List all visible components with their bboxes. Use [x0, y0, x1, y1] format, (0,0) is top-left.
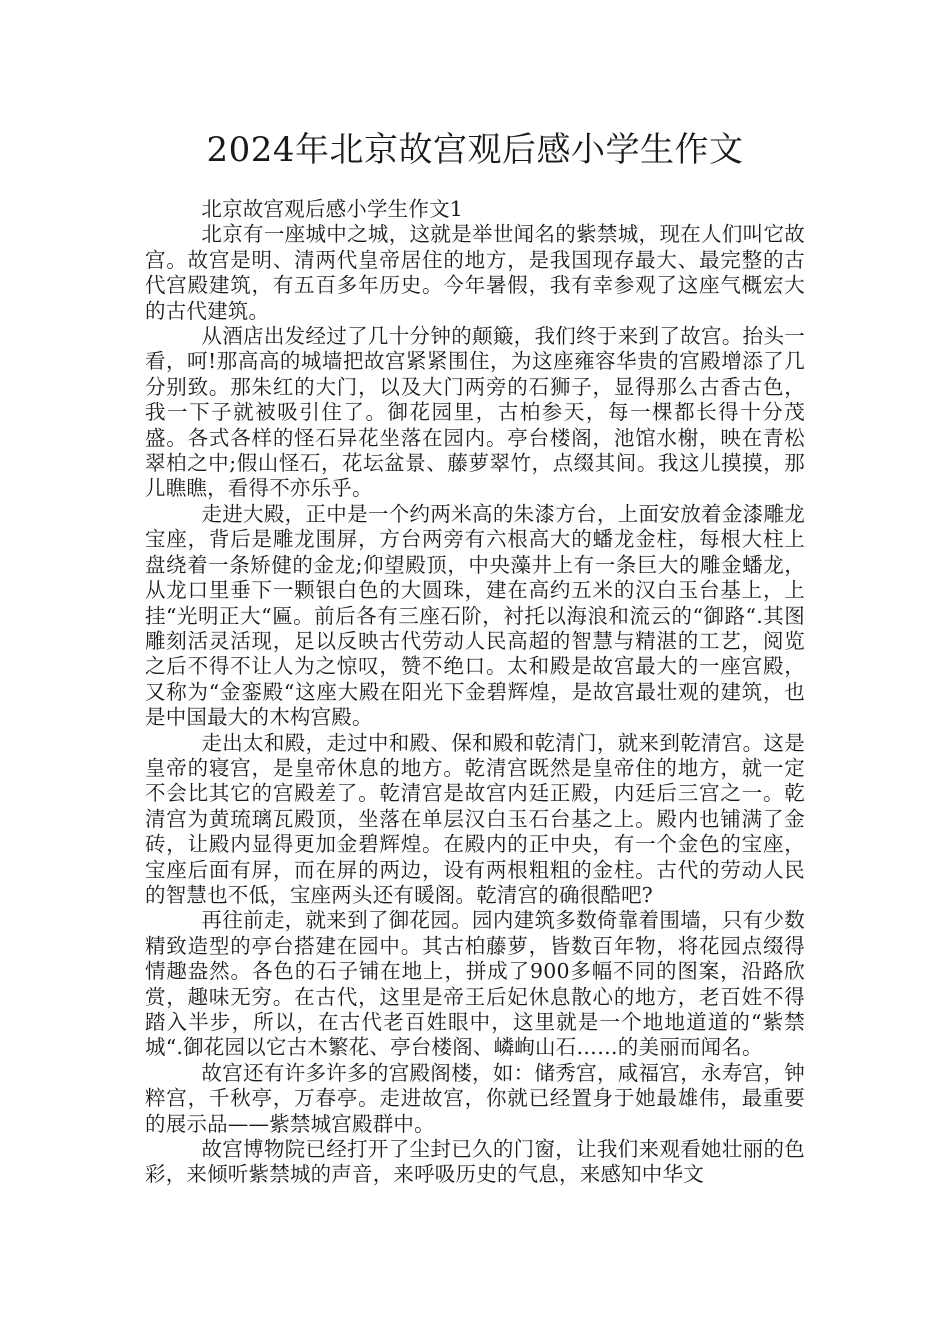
section-heading: 北京故宫观后感小学生作文1 — [201, 197, 464, 221]
document-title: 2024年北京故宫观后感小学生作文 — [206, 130, 744, 170]
paragraph: 从酒店出发经过了几十分钟的颠簸，我们终于来到了故宫。抬头一看，呵!那高高的城墙把故宫紧紧围住，为这座雍容华贵的宫殿增添了几分别致。那朱红的大门，以及大门两旁的石狮子，显得那么古香古色，我一下子就被吸引住了。御花园里，古柏参天，每一棵都长得十分茂盛。各式各样的怪石异花坐落在园内。亭台楼阁，池馆水榭，映在青松翠柏之中;假山怪石，花坛盆景、藤萝翠竹，点缀其间。我这儿摸摸，那儿瞧瞧，看得不亦乐乎。 — [145, 324, 805, 501]
paragraph: 故宫博物院已经打开了尘封已久的门窗，让我们来观看她壮丽的色彩，来倾听紫禁城的声音，来呼吸历史的气息，来感知中华文 — [145, 1137, 805, 1187]
document-body — [145, 197, 805, 1188]
paragraph: 故宫还有许多许多的宫殿阁楼，如：储秀宫，咸福宫，永寿宫，钟粹宫，千秋亭，万春亭。走进故宫，你就已经置身于她最雄伟，最重要的展示品——紫禁城宫殿群中。 — [145, 1060, 805, 1136]
paragraph: 走出太和殿，走过中和殿、保和殿和乾清门，就来到乾清宫。这是皇帝的寝宫，是皇帝休息的地方。乾清宫既然是皇帝住的地方，就一定不会比其它的宫殿差了。乾清宫是故宫内廷正殿，内廷后三宫之一。乾清宫为黄琉璃瓦殿顶，坐落在单层汉白玉石台基之上。殿内也铺满了金砖，让殿内显得更加金碧辉煌。在殿内的正中央，有一个金色的宝座，宝座后面有屏，而在屏的两边，设有两根粗粗的金柱。古代的劳动人民的智慧也不低，宝座两头还有暖阁。乾清宫的确很酷吧? — [145, 730, 805, 907]
paragraph: 走进大殿，正中是一个约两米高的朱漆方台，上面安放着金漆雕龙宝座，背后是雕龙围屏，方台两旁有六根高大的蟠龙金柱，每根大柱上盘绕着一条矫健的金龙;仰望殿顶，中央藻井上有一条巨大的雕金蟠龙，从龙口里垂下一颗银白色的大圆珠，建在高约五米的汉白玉台基上，上挂“光明正大“匾。前后各有三座石阶，衬托以海浪和流云的“御路“.其图雕刻活灵活现，足以反映古代劳动人民高超的智慧与精湛的工艺，阅览之后不得不让人为之惊叹，赞不绝口。太和殿是故宫最大的一座宫殿，又称为“金銮殿“这座大殿在阳光下金碧辉煌，是故宫最壮观的建筑，也是中国最大的木构宫殿。 — [145, 501, 805, 730]
paragraph: 再往前走，就来到了御花园。园内建筑多数倚靠着围墙，只有少数精致造型的亭台搭建在园中。其古柏藤萝，皆数百年物，将花园点缀得情趣盎然。各色的石子铺在地上，拼成了900多幅不同的图案，沿路欣赏，趣味无穷。在古代，这里是帝王后妃休息散心的地方，老百姓不得踏入半步，所以，在古代老百姓眼中，这里就是一个地地道道的“紫禁城“.御花园以它古木繁花、亭台楼阁、嶙峋山石……的美丽而闻名。 — [145, 908, 805, 1060]
paragraph: 北京有一座城中之城，这就是举世闻名的紫禁城，现在人们叫它故宫。故宫是明、清两代皇帝居住的地方，是我国现存最大、最完整的古代宫殿建筑，有五百多年历史。今年暑假，我有幸参观了这座气概宏大的古代建筑。 — [145, 222, 805, 323]
